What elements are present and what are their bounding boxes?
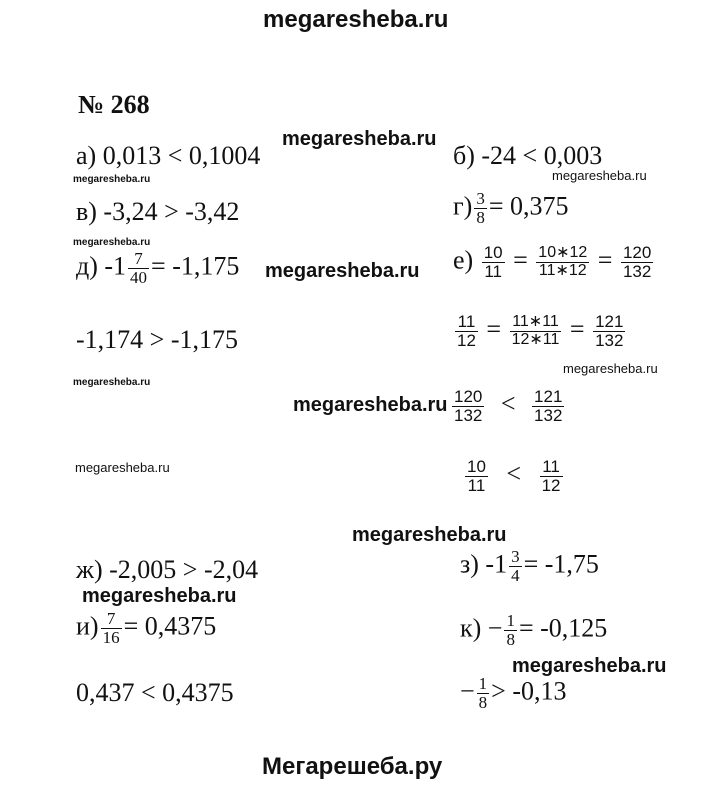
fraction: $\frac{7}{40}$: [130, 249, 148, 287]
watermark: megaresheba.ru: [552, 168, 647, 183]
watermark: megaresheba.ru: [265, 260, 420, 282]
fraction: $\frac{3}{8}$: [476, 189, 485, 227]
fraction: $\frac{7}{16}$: [102, 609, 120, 647]
item-v: в) -3,24 > -3,42: [76, 197, 240, 226]
fraction: $\frac{120}{132}$: [622, 243, 652, 281]
fraction: $\frac{11∗11}{12∗11}$: [511, 313, 560, 348]
fraction: $\frac{1}{8}$: [478, 674, 488, 712]
item-a: а) 0,013 < 0,1004: [76, 141, 261, 170]
fraction: $\frac{10}{11}$: [467, 457, 486, 495]
watermark: megaresheba.ru: [352, 524, 507, 546]
watermark: megaresheba.ru: [82, 585, 237, 607]
item-z: з) -1 $\frac{3}{4}$ = -1,75: [460, 547, 599, 585]
fraction: $\frac{121}{132}$: [534, 387, 563, 425]
item-i: и) $\frac{7}{16}$ = 0,4375: [76, 609, 217, 647]
fraction: $\frac{3}{4}$: [511, 547, 520, 585]
item-i-line2: 0,437 < 0,4375: [76, 678, 234, 707]
item-e-line2: $\frac{11}{12}$ = $\frac{11∗11}{12∗11}$ = $\frac{121}{132}$: [457, 312, 624, 350]
item-b: б) -24 < 0,003: [453, 141, 603, 170]
fraction: $\frac{120}{132}$: [454, 387, 483, 425]
watermark: megaresheba.ru: [73, 237, 151, 248]
footer-site: Мегарешеба.ру: [262, 753, 443, 780]
fraction: $\frac{10∗12}{11∗12}$: [538, 244, 588, 279]
problem-number: № 268: [78, 90, 150, 119]
watermark: megaresheba.ru: [75, 460, 170, 475]
fraction: $\frac{11}{12}$: [457, 312, 476, 350]
watermark: megaresheba.ru: [512, 655, 667, 677]
watermark: megaresheba.ru: [293, 394, 448, 416]
watermark: megaresheba.ru: [563, 361, 658, 376]
fraction: $\frac{121}{132}$: [595, 312, 624, 350]
watermark: megaresheba.ru: [73, 377, 151, 388]
item-zh: ж) -2,005 > -2,04: [76, 555, 259, 584]
fraction: $\frac{11}{12}$: [541, 457, 561, 495]
watermark: megaresheba.ru: [282, 128, 437, 150]
item-d-line2: -1,174 > -1,175: [76, 325, 238, 354]
item-e-compare-2: $\frac{10}{11}$ < $\frac{11}{12}$: [467, 457, 561, 495]
item-k: к) − $\frac{1}{8}$ = -0,125: [460, 611, 608, 649]
item-e: е) $\frac{10}{11}$ = $\frac{10∗12}{11∗12}$ = $\frac{120}{132}$: [453, 243, 652, 281]
item-k-line2: − $\frac{1}{8}$ > -0,13: [460, 674, 567, 712]
item-d: д) -1 $\frac{7}{40}$ = -1,175: [76, 249, 240, 287]
header-site: megaresheba.ru: [263, 6, 449, 33]
item-g: г) $\frac{3}{8}$ = 0,375: [453, 189, 569, 227]
item-e-compare-1: $\frac{120}{132}$ < $\frac{121}{132}$: [454, 387, 563, 425]
watermark: megaresheba.ru: [73, 174, 151, 185]
fraction: $\frac{1}{8}$: [506, 611, 515, 649]
fraction: $\frac{10}{11}$: [483, 243, 503, 281]
